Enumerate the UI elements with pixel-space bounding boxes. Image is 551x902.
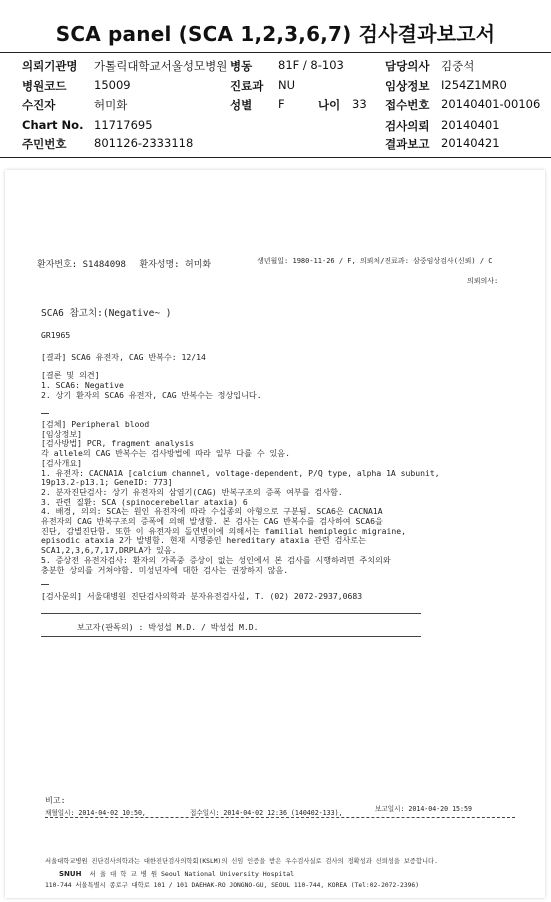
detail-line: 진단, 감별진단함. 또한 이 유전자의 돌연변이에 의해서는 familial hemiplegic migraine,	[41, 525, 406, 536]
value-accession-no: 20140401-00106	[441, 97, 541, 111]
detail-line: 5. 증상전 유전자검사: 환자의 가족중 증상이 없는 성인에서 본 검사를 시행하려면 주치의와	[41, 554, 391, 565]
label-age: 나이	[318, 98, 341, 112]
receipt-time: 접수일시: 2014-04-02 12:36 (140402-133),	[190, 809, 343, 817]
dates-rule-top	[45, 817, 515, 818]
report-time: 보고일시: 2014-04-20 15:59	[375, 805, 472, 813]
detail-line: SCA1,2,3,6,7,17,DRPLA가 있음.	[41, 545, 177, 556]
reporter-line: 보고자(판독의) : 박성섭 M.D. / 박성섭 M.D.	[77, 622, 259, 632]
label-accession-no: 접수번호	[385, 98, 430, 112]
birthdate-requester: 생년월일: 1980-11-26 / F, 의뢰처/진료과: 삼중임상검사(신뢰) / C	[257, 257, 493, 265]
label-ward: 병동	[230, 59, 253, 73]
short-divider	[41, 413, 49, 414]
hospital-address: 110-744 서울특별시 종로구 대학로 101 / 101 DAEHAK-RO JONGNO-GU, SEOUL 110-744, KOREA (Tel:02-2072-2396)	[45, 882, 419, 889]
short-divider	[41, 584, 49, 585]
detail-line: [검사개요]	[41, 457, 83, 468]
value-patient: 허미화	[94, 98, 128, 112]
patient-number: 환자번호: S1484098	[37, 260, 126, 270]
label-result-report: 결과보고	[385, 137, 430, 151]
conclusion-heading: [결론 및 의견]	[41, 370, 100, 380]
detail-line: [검사방법] PCR, fragment analysis	[41, 438, 195, 449]
header-row-3	[22, 97, 128, 113]
detail-line: [검체] Peripheral blood	[41, 419, 150, 429]
detail-line: 유전자의 CAG 반복구조의 증폭에 의해 발생함. 본 검사는 CAG 반복수를 검사하여 SCA6을	[41, 516, 383, 527]
value-department: NU	[278, 78, 296, 92]
value-clinical-info: I254Z1MR0	[441, 78, 507, 92]
label-attending-doctor: 담당의사	[385, 59, 430, 73]
snuh-logo: SNUH	[59, 870, 82, 878]
value-requesting-institution: 가톨릭대학교서울성모병원	[94, 59, 228, 73]
detail-line: [임상정보]	[41, 428, 83, 439]
scanned-report	[5, 170, 545, 898]
detail-line: 4. 배경, 의의: SCA는 원인 유전자에 따라 수십종의 아형으로 구분됨. SCA6은 CACNA1A	[41, 506, 383, 517]
value-result-report: 20140421	[441, 136, 500, 150]
value-hospital-code: 15009	[94, 78, 131, 92]
label-clinical-info: 임상정보	[385, 79, 430, 93]
detail-block	[41, 420, 440, 575]
label-test-request: 검사의뢰	[385, 119, 430, 133]
label-sex: 성별	[230, 98, 253, 112]
report-title: SCA panel (SCA 1,2,3,6,7) 검사결과보고서	[55, 22, 496, 46]
reporter-rule-top	[41, 613, 421, 614]
detail-line: 3. 관련 질환: SCA (spinocerebellar ataxia) 6	[41, 496, 248, 507]
detail-line: 각 allele의 CAG 반복수는 검사방법에 따라 일부 다를 수 있음.	[41, 448, 290, 459]
label-hospital-code: 병원코드	[22, 79, 67, 93]
detail-line: 1. 유전자: CACNA1A [calcium channel, voltage-dependent, P/Q type, alpha 1A subunit,	[41, 467, 440, 478]
conclusion-block	[41, 370, 262, 400]
detail-line: episodic ataxia 2가 발병함. 현재 시행중인 hereditary ataxia 관련 검사로는	[41, 535, 366, 546]
patient-name: 환자성명: 허미화	[139, 260, 212, 270]
value-ward: 81F / 8-103	[278, 58, 344, 72]
header-row-4	[22, 118, 153, 132]
conclusion-line-2: 2. 상기 환자의 SCA6 유전자, CAG 반복수는 정상입니다.	[41, 390, 262, 400]
section-title: SCA6 참고치:(Negative~ )	[41, 308, 172, 319]
reporter-rule-bottom	[41, 636, 421, 637]
label-requesting-institution: 의뢰기관명	[22, 59, 78, 73]
header-top-rule	[0, 52, 551, 53]
header-bottom-rule	[0, 157, 551, 158]
result-line: [결과] SCA6 유전자, CAG 반복수: 12/14	[41, 352, 206, 362]
header-row-2	[22, 78, 131, 94]
value-sex: F	[278, 97, 285, 111]
value-resident-no: 801126-2333118	[94, 136, 194, 150]
header-row-5	[22, 136, 194, 152]
value-age: 33	[352, 97, 367, 111]
inquiry-line: [검사문의] 서울대병원 진단검사의학과 분자유전검사실, T. (02) 2072-2937,0683	[41, 591, 363, 601]
test-code: GR1965	[41, 330, 71, 340]
hospital-name: 서 울 대 학 교 병 원 Seoul National University Hospital	[89, 870, 295, 878]
label-department: 진료과	[230, 79, 264, 93]
accreditation-notice: 서울대학교병원 진단검사의학과는 대한진단검사의학회(KSLM)의 신임 인증을 받은 우수검사실로 검사의 정확성과 신뢰성을 보증합니다.	[45, 858, 438, 865]
detail-line: 2. 분자진단검사: 상기 유전자의 삼염기(CAG) 반복구조의 증폭 여부를 검사함.	[41, 486, 343, 497]
label-resident-no: 주민번호	[22, 137, 67, 151]
detail-line: 19p13.2-p13.1; GeneID: 773]	[41, 477, 173, 488]
detail-line: 충분한 상의를 거쳐야함. 미성년자에 대한 검사는 권장하지 않음.	[41, 564, 289, 575]
requesting-doctor: 의뢰의사:	[467, 277, 499, 285]
conclusion-line-1: 1. SCA6: Negative	[41, 380, 124, 390]
value-test-request: 20140401	[441, 118, 500, 132]
value-chart-no: 11717695	[94, 118, 153, 132]
label-patient: 수진자	[22, 98, 56, 112]
note-label: 비고:	[45, 795, 66, 805]
collection-time: 채혈일시: 2014-04-02 10:50,	[45, 809, 146, 817]
value-attending-doctor: 김중석	[441, 59, 475, 73]
header-row-1	[22, 58, 228, 74]
label-chart-no: Chart No.	[22, 118, 84, 132]
